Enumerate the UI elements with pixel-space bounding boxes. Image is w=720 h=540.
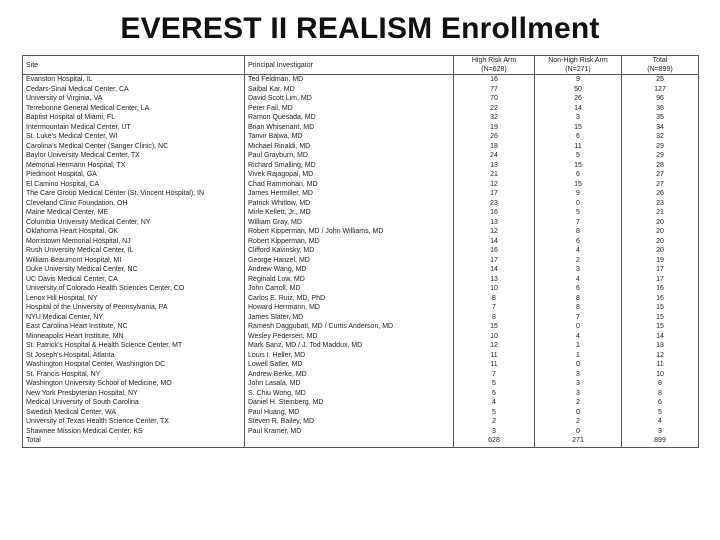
site-cell: Intermountain Medical Center, UT xyxy=(23,123,245,133)
site-cell: St. Francis Hospital, NY xyxy=(23,370,245,380)
site-cell: Maine Medical Center, ME xyxy=(23,208,245,218)
pi-cell: James Slater, MD xyxy=(245,313,454,323)
total-cell: 17 xyxy=(622,275,699,285)
non-high-risk-cell: 3 xyxy=(535,265,622,275)
pi-cell: Steven R. Bailey, MD xyxy=(245,417,454,427)
site-cell: Baptist Hospital of Miami, FL xyxy=(23,113,245,123)
site-cell: Washington University School of Medicine, MO xyxy=(23,379,245,389)
site-cell: Columbia University Medical Center, NY xyxy=(23,218,245,228)
non-high-risk-cell: 2 xyxy=(535,256,622,266)
table-header xyxy=(23,56,699,75)
table-row xyxy=(23,351,699,361)
table-row xyxy=(23,417,699,427)
total-cell: 28 xyxy=(622,161,699,171)
site-cell: East Carolina Heart Institute, NC xyxy=(23,322,245,332)
non-high-risk-cell: 6 xyxy=(535,237,622,247)
site-cell: Cedars-Sinai Medical Center, CA xyxy=(23,85,245,95)
high-risk-cell: 70 xyxy=(454,94,535,104)
site-cell: Terrebonne General Medical Center, LA xyxy=(23,104,245,114)
non-high-risk-cell: 3 xyxy=(535,370,622,380)
non-high-risk-cell: 8 xyxy=(535,227,622,237)
pi-cell: Carlos E. Ruiz, MD, PhD xyxy=(245,294,454,304)
table-row xyxy=(23,227,699,237)
table-row xyxy=(23,199,699,209)
high-risk-cell: 7 xyxy=(454,303,535,313)
high-risk-cell: 4 xyxy=(454,398,535,408)
high-risk-cell: 14 xyxy=(454,265,535,275)
site-cell: Memorial Hermann Hospital, TX xyxy=(23,161,245,171)
total-cell: 27 xyxy=(622,170,699,180)
high-risk-cell: 13 xyxy=(454,275,535,285)
site-cell: Washington Hospital Center, Washington DC xyxy=(23,360,245,370)
table-row xyxy=(23,370,699,380)
non-high-risk-cell: 11 xyxy=(535,142,622,152)
table-row xyxy=(23,379,699,389)
site-cell: St Joseph's Hospital, Atlanta xyxy=(23,351,245,361)
high-risk-cell: 8 xyxy=(454,294,535,304)
table-row xyxy=(23,237,699,247)
site-column-header: Site xyxy=(23,56,245,75)
pi-cell: Tanvir Bajwa, MD xyxy=(245,132,454,142)
total-cell: 12 xyxy=(622,351,699,361)
table-row xyxy=(23,427,699,437)
table-footer xyxy=(23,436,699,448)
non-high-risk-cell: 14 xyxy=(535,104,622,114)
high-risk-cell: 7 xyxy=(454,370,535,380)
table-row xyxy=(23,360,699,370)
total-cell: 20 xyxy=(622,227,699,237)
site-cell: Lenox Hill Hospital, NY xyxy=(23,294,245,304)
high-risk-cell: 26 xyxy=(454,132,535,142)
table-row xyxy=(23,132,699,142)
high-risk-cell: 13 xyxy=(454,218,535,228)
non-high-risk-cell: 2 xyxy=(535,417,622,427)
table-row xyxy=(23,94,699,104)
high-risk-cell: 3 xyxy=(454,427,535,437)
high-risk-cell: 12 xyxy=(454,341,535,351)
pi-cell: Paul Kramer, MD xyxy=(245,427,454,437)
non-high-risk-cell: 6 xyxy=(535,170,622,180)
non-high-risk-cell: 6 xyxy=(535,132,622,142)
site-cell: Morristown Memorial Hospital, NJ xyxy=(23,237,245,247)
high-risk-cell: 24 xyxy=(454,151,535,161)
high-risk-cell: 10 xyxy=(454,284,535,294)
site-cell: Minneapolis Heart Institute, MN xyxy=(23,332,245,342)
non-high-risk-cell: 26 xyxy=(535,94,622,104)
high-risk-cell: 21 xyxy=(454,170,535,180)
non-high-risk-cell: 9 xyxy=(535,75,622,85)
total-cell: 13 xyxy=(622,341,699,351)
table-row xyxy=(23,332,699,342)
pi-cell: George Hanzel, MD xyxy=(245,256,454,266)
table-row xyxy=(23,265,699,275)
high-risk-cell: 32 xyxy=(454,113,535,123)
high-risk-cell: 17 xyxy=(454,256,535,266)
high-risk-cell: 23 xyxy=(454,199,535,209)
non-high-risk-column-header xyxy=(535,56,622,75)
total-cell: 26 xyxy=(622,189,699,199)
total-cell: 17 xyxy=(622,265,699,275)
table-row xyxy=(23,218,699,228)
pi-cell: Reginald Low, MD xyxy=(245,275,454,285)
pi-cell: Andrew Berke, MD xyxy=(245,370,454,380)
pi-cell: Louis I. Heller, MD xyxy=(245,351,454,361)
non-high-risk-cell: 0 xyxy=(535,199,622,209)
pi-cell: Ramesh Daggubati, MD / Curtis Anderson, MD xyxy=(245,322,454,332)
pi-cell: Paul Grayburn, MD xyxy=(245,151,454,161)
total-row-non: 271 xyxy=(535,436,622,448)
site-cell: Shawnee Mission Medical Center, KS xyxy=(23,427,245,437)
pi-cell: Howard Herrmann, MD xyxy=(245,303,454,313)
pi-cell: John Lasala, MD xyxy=(245,379,454,389)
pi-cell: Saibal Kar, MD xyxy=(245,85,454,95)
total-cell: 21 xyxy=(622,208,699,218)
pi-cell: Brian Whisenant, MD xyxy=(245,123,454,133)
non-high-risk-cell: 7 xyxy=(535,218,622,228)
total-cell: 29 xyxy=(622,151,699,161)
total-cell: 27 xyxy=(622,180,699,190)
table-row xyxy=(23,170,699,180)
site-cell: Evanston Hospital, IL xyxy=(23,75,245,85)
high-risk-cell: 16 xyxy=(454,75,535,85)
site-cell: William Beaumont Hospital, MI xyxy=(23,256,245,266)
non-high-risk-cell: 8 xyxy=(535,303,622,313)
table-row xyxy=(23,398,699,408)
pi-cell: S. Chiu Wong, MD xyxy=(245,389,454,399)
total-cell: 35 xyxy=(622,113,699,123)
high-risk-n: (N=628) xyxy=(481,66,507,73)
high-risk-cell: 14 xyxy=(454,237,535,247)
total-cell: 36 xyxy=(622,104,699,114)
site-cell: NYU Medical Center, NY xyxy=(23,313,245,323)
pi-cell: Robert Kipperman, MD xyxy=(245,237,454,247)
site-cell: New York Presbyterian Hospital, NY xyxy=(23,389,245,399)
high-risk-label: High Risk Arm xyxy=(471,57,517,64)
total-cell: 23 xyxy=(622,199,699,209)
pi-cell: Michael Rinaldi, MD xyxy=(245,142,454,152)
total-cell: 16 xyxy=(622,294,699,304)
non-high-risk-cell: 4 xyxy=(535,275,622,285)
high-risk-cell: 15 xyxy=(454,322,535,332)
high-risk-cell: 13 xyxy=(454,161,535,171)
total-row xyxy=(23,436,699,448)
site-cell: Duke University Medical Center, NC xyxy=(23,265,245,275)
total-n: (N=899) xyxy=(647,66,673,73)
non-high-risk-cell: 9 xyxy=(535,189,622,199)
high-risk-cell: 16 xyxy=(454,246,535,256)
total-cell: 34 xyxy=(622,123,699,133)
high-risk-cell: 18 xyxy=(454,142,535,152)
total-cell: 6 xyxy=(622,398,699,408)
pi-cell: Paul Huang, MD xyxy=(245,408,454,418)
pi-cell: David Scott Lim, MD xyxy=(245,94,454,104)
pi-cell: Lowell Satler, MD xyxy=(245,360,454,370)
total-row-pi xyxy=(245,436,454,448)
pi-cell: Ted Feldman, MD xyxy=(245,75,454,85)
non-high-risk-cell: 50 xyxy=(535,85,622,95)
site-cell: Swedish Medical Center, WA xyxy=(23,408,245,418)
non-high-risk-n: (N=271) xyxy=(565,66,591,73)
high-risk-cell: 10 xyxy=(454,332,535,342)
high-risk-cell: 11 xyxy=(454,360,535,370)
non-high-risk-cell: 6 xyxy=(535,284,622,294)
non-high-risk-cell: 15 xyxy=(535,161,622,171)
table-row xyxy=(23,104,699,114)
table-row xyxy=(23,322,699,332)
pi-cell: Wesley Pedersen, MD xyxy=(245,332,454,342)
total-cell: 32 xyxy=(622,132,699,142)
non-high-risk-cell: 8 xyxy=(535,294,622,304)
total-cell: 14 xyxy=(622,332,699,342)
high-risk-cell: 77 xyxy=(454,85,535,95)
pi-cell: Peter Fail, MD xyxy=(245,104,454,114)
total-cell: 10 xyxy=(622,370,699,380)
table-row xyxy=(23,284,699,294)
total-row-label: Total xyxy=(23,436,245,448)
total-cell: 25 xyxy=(622,75,699,85)
non-high-risk-cell: 4 xyxy=(535,332,622,342)
total-cell: 20 xyxy=(622,237,699,247)
high-risk-cell: 5 xyxy=(454,379,535,389)
table-row xyxy=(23,275,699,285)
non-high-risk-cell: 3 xyxy=(535,389,622,399)
site-cell: Baylor University Medical Center, TX xyxy=(23,151,245,161)
total-cell: 20 xyxy=(622,218,699,228)
pi-cell: Daniel H. Steinberg, MD xyxy=(245,398,454,408)
non-high-risk-cell: 0 xyxy=(535,360,622,370)
high-risk-cell: 17 xyxy=(454,189,535,199)
non-high-risk-cell: 2 xyxy=(535,398,622,408)
site-cell: St. Patrick's Hospital & Health Science Center, MT xyxy=(23,341,245,351)
table-row xyxy=(23,313,699,323)
site-cell: Cleveland Clinic Foundation, OH xyxy=(23,199,245,209)
non-high-risk-cell: 3 xyxy=(535,113,622,123)
total-cell: 19 xyxy=(622,256,699,266)
high-risk-cell: 22 xyxy=(454,104,535,114)
table-row xyxy=(23,303,699,313)
pi-cell: Mirle Kellett, Jr., MD xyxy=(245,208,454,218)
total-cell: 15 xyxy=(622,322,699,332)
pi-cell: Mark Sanz, MD / J. Tod Maddux, MD xyxy=(245,341,454,351)
site-cell: Hospital of the University of Pennsylvania, PA xyxy=(23,303,245,313)
high-risk-cell: 5 xyxy=(454,408,535,418)
site-cell: Piedmont Hospital, GA xyxy=(23,170,245,180)
pi-cell: John Carroll, MD xyxy=(245,284,454,294)
non-high-risk-cell: 0 xyxy=(535,408,622,418)
table-row xyxy=(23,208,699,218)
site-cell: UC Davis Medical Center, CA xyxy=(23,275,245,285)
non-high-risk-cell: 1 xyxy=(535,341,622,351)
high-risk-cell: 2 xyxy=(454,417,535,427)
table-row xyxy=(23,75,699,85)
total-cell: 96 xyxy=(622,94,699,104)
total-cell: 8 xyxy=(622,389,699,399)
total-column-header xyxy=(622,56,699,75)
total-cell: 11 xyxy=(622,360,699,370)
total-cell: 5 xyxy=(622,408,699,418)
pi-cell: Ramon Quesada, MD xyxy=(245,113,454,123)
site-cell: Medical University of South Carolina xyxy=(23,398,245,408)
pi-cell: Clifford Kavinsky, MD xyxy=(245,246,454,256)
pi-cell: Vivek Rajagopal, MD xyxy=(245,170,454,180)
enrollment-table xyxy=(22,55,699,448)
pi-cell: Robert Kipperman, MD / John Williams, MD xyxy=(245,227,454,237)
table-row xyxy=(23,123,699,133)
table-body xyxy=(23,75,699,437)
table-row xyxy=(23,189,699,199)
total-row-high: 628 xyxy=(454,436,535,448)
total-cell: 16 xyxy=(622,284,699,294)
high-risk-cell: 19 xyxy=(454,123,535,133)
site-cell: Rush University Medical Center, IL xyxy=(23,246,245,256)
non-high-risk-cell: 15 xyxy=(535,123,622,133)
non-high-risk-cell: 0 xyxy=(535,427,622,437)
table-row xyxy=(23,389,699,399)
total-cell: 3 xyxy=(622,427,699,437)
site-cell: University of Texas Health Science Center, TX xyxy=(23,417,245,427)
pi-cell: Patrick Whitlow, MD xyxy=(245,199,454,209)
total-cell: 15 xyxy=(622,313,699,323)
pi-cell: Chad Rammohan, MD xyxy=(245,180,454,190)
table-row xyxy=(23,142,699,152)
pi-cell: Andrew Wang, MD xyxy=(245,265,454,275)
total-cell: 15 xyxy=(622,303,699,313)
non-high-risk-cell: 5 xyxy=(535,208,622,218)
site-cell: St. Luke's Medical Center, WI xyxy=(23,132,245,142)
site-cell: The Care Group Medical Center (St. Vincent Hospital), IN xyxy=(23,189,245,199)
table-row xyxy=(23,256,699,266)
total-row-total: 899 xyxy=(622,436,699,448)
non-high-risk-cell: 5 xyxy=(535,151,622,161)
table-row xyxy=(23,294,699,304)
table-row xyxy=(23,113,699,123)
non-high-risk-label: Non-High Risk Arm xyxy=(548,57,608,64)
high-risk-cell: 12 xyxy=(454,180,535,190)
non-high-risk-cell: 0 xyxy=(535,322,622,332)
high-risk-cell: 8 xyxy=(454,313,535,323)
site-cell: El Camino Hospital, CA xyxy=(23,180,245,190)
pi-column-header: Principal Investigator xyxy=(245,56,454,75)
non-high-risk-cell: 1 xyxy=(535,351,622,361)
total-cell: 8 xyxy=(622,379,699,389)
page-title: EVEREST II REALISM Enrollment xyxy=(120,12,600,45)
table-row xyxy=(23,151,699,161)
total-cell: 20 xyxy=(622,246,699,256)
site-cell: University of Virginia, VA xyxy=(23,94,245,104)
non-high-risk-cell: 4 xyxy=(535,246,622,256)
table-row xyxy=(23,341,699,351)
table-row xyxy=(23,85,699,95)
site-cell: Carolina's Medical Center (Sanger Clinic), NC xyxy=(23,142,245,152)
high-risk-cell: 11 xyxy=(454,351,535,361)
non-high-risk-cell: 7 xyxy=(535,313,622,323)
site-cell: University of Colorado Health Sciences Center, CO xyxy=(23,284,245,294)
table-row xyxy=(23,161,699,171)
high-risk-column-header xyxy=(454,56,535,75)
high-risk-cell: 12 xyxy=(454,227,535,237)
total-cell: 4 xyxy=(622,417,699,427)
total-cell: 127 xyxy=(622,85,699,95)
total-cell: 29 xyxy=(622,142,699,152)
high-risk-cell: 16 xyxy=(454,208,535,218)
non-high-risk-cell: 15 xyxy=(535,180,622,190)
site-cell: Oklahoma Heart Hospital, OK xyxy=(23,227,245,237)
pi-cell: William Gray, MD xyxy=(245,218,454,228)
pi-cell: Richard Smalling, MD xyxy=(245,161,454,171)
table-row xyxy=(23,180,699,190)
table-row xyxy=(23,408,699,418)
non-high-risk-cell: 3 xyxy=(535,379,622,389)
high-risk-cell: 5 xyxy=(454,389,535,399)
table-row xyxy=(23,246,699,256)
pi-cell: James Hermiller, MD xyxy=(245,189,454,199)
total-label: Total xyxy=(652,57,668,64)
